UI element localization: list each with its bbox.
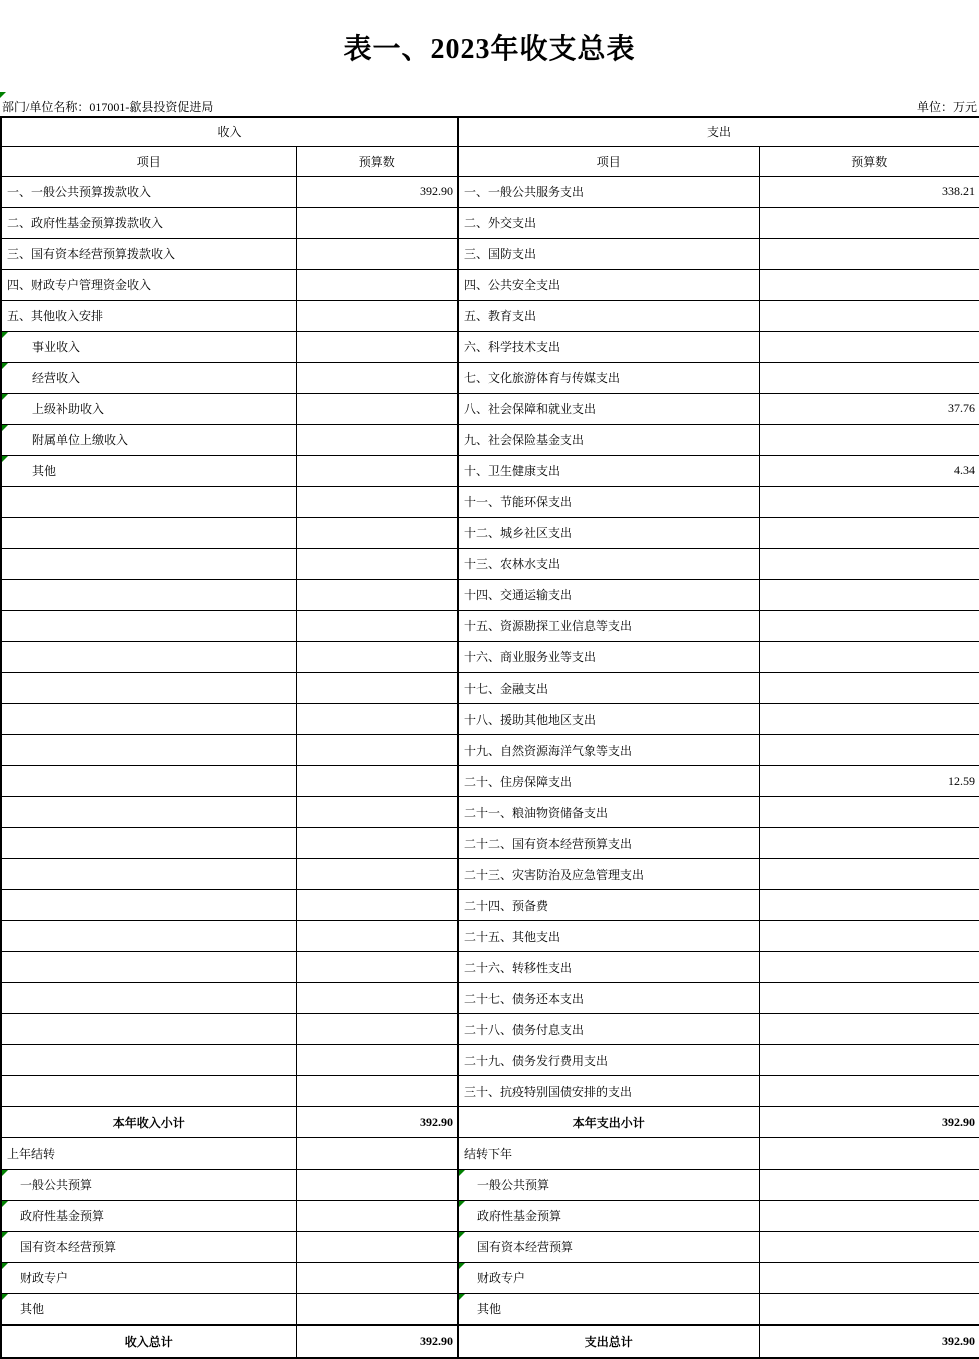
income-budget-value-cell xyxy=(296,1200,458,1231)
cell-note-marker xyxy=(459,1294,465,1300)
income-item-label: 其他 xyxy=(32,464,57,479)
expense-item-label: 二十九、债务发行费用支出 xyxy=(464,1053,609,1068)
expense-budget-value-cell xyxy=(759,1262,979,1293)
expense-item-label: 四、公共安全支出 xyxy=(464,278,561,293)
expense-budget-value-cell xyxy=(759,269,979,300)
table-row xyxy=(1,766,979,797)
income-item-cell xyxy=(1,983,296,1014)
income-item-cell xyxy=(1,393,296,424)
expense-budget-value-cell xyxy=(759,1045,979,1076)
table-row xyxy=(1,1107,979,1138)
income-item-label: 四、财政专户管理资金收入 xyxy=(7,278,152,293)
expense-item-cell xyxy=(458,890,759,921)
table-body xyxy=(1,176,979,1358)
expense-budget-value-cell xyxy=(759,890,979,921)
expense-item-cell xyxy=(458,1076,759,1107)
cell-note-marker xyxy=(2,425,8,431)
income-item-label: 政府性基金预算 xyxy=(20,1209,105,1224)
expense-item-label: 十六、商业服务业等支出 xyxy=(464,650,597,665)
income-item-cell xyxy=(1,579,296,610)
expense-item-label: 十一、节能环保支出 xyxy=(464,495,573,510)
column-header-row xyxy=(1,146,979,176)
income-budget-value-cell xyxy=(296,859,458,890)
income-item-cell xyxy=(1,766,296,797)
cell-note-marker xyxy=(2,1232,8,1238)
income-budget-value-cell xyxy=(296,1231,458,1262)
income-item-cell xyxy=(1,1107,296,1138)
table-row xyxy=(1,983,979,1014)
expense-item-cell xyxy=(458,331,759,362)
table-row xyxy=(1,1076,979,1107)
expense-item-cell xyxy=(458,393,759,424)
cell-note-marker xyxy=(2,1201,8,1207)
table-row xyxy=(1,300,979,331)
table-row xyxy=(1,393,979,424)
table-row xyxy=(1,1200,979,1231)
income-item-label: 上级补助收入 xyxy=(32,402,105,417)
income-item-cell xyxy=(1,1169,296,1200)
table-row xyxy=(1,424,979,455)
income-budget-value-cell xyxy=(296,548,458,579)
income-budget-value-cell xyxy=(296,455,458,486)
income-budget-value-cell: 392.90 xyxy=(296,1326,458,1358)
table-row xyxy=(1,1231,979,1262)
expense-item-label: 十七、金融支出 xyxy=(464,681,549,696)
expense-item-cell xyxy=(458,176,759,207)
expense-item-cell xyxy=(458,952,759,983)
income-budget-value-cell xyxy=(296,393,458,424)
table-row xyxy=(1,735,979,766)
income-budget-value-cell xyxy=(296,797,458,828)
income-item-label: 上年结转 xyxy=(7,1146,56,1161)
expense-item-cell xyxy=(458,548,759,579)
expense-item-label: 十五、资源勘探工业信息等支出 xyxy=(464,619,633,634)
expense-item-cell xyxy=(458,486,759,517)
expense-item-label: 一、一般公共服务支出 xyxy=(464,185,585,200)
income-item-cell xyxy=(1,610,296,641)
income-budget-value-cell xyxy=(296,828,458,859)
income-budget-value-cell xyxy=(296,952,458,983)
table-row xyxy=(1,269,979,300)
expense-item-cell xyxy=(458,1200,759,1231)
expense-budget-value-cell xyxy=(759,486,979,517)
income-budget-value-cell xyxy=(296,207,458,238)
expense-budget-value-cell xyxy=(759,673,979,704)
unit-label: 单位：万元 xyxy=(916,100,977,114)
expense-budget-value-cell: 37.76 xyxy=(759,393,979,424)
expense-item-cell xyxy=(458,983,759,1014)
income-item-cell xyxy=(1,641,296,672)
income-item-cell xyxy=(1,331,296,362)
income-item-label: 一、一般公共预算拨款收入 xyxy=(7,185,152,200)
table-row xyxy=(1,331,979,362)
expense-item-label: 十八、援助其他地区支出 xyxy=(464,712,597,727)
expense-budget-value-cell xyxy=(759,300,979,331)
income-item-cell xyxy=(1,362,296,393)
expense-item-label: 二十二、国有资本经营预算支出 xyxy=(464,836,633,851)
expense-budget-value-cell xyxy=(759,362,979,393)
income-item-cell xyxy=(1,424,296,455)
cell-note-marker xyxy=(459,1232,465,1238)
expense-budget-value-cell xyxy=(759,207,979,238)
income-item-label: 事业收入 xyxy=(32,340,81,355)
expense-item-cell xyxy=(458,300,759,331)
income-item-label: 一般公共预算 xyxy=(20,1178,93,1193)
income-item-cell xyxy=(1,176,296,207)
expense-item-label: 其他 xyxy=(477,1302,502,1317)
table-row xyxy=(1,579,979,610)
income-item-cell xyxy=(1,859,296,890)
income-budget-value-cell xyxy=(296,1293,458,1324)
income-budget-value-cell xyxy=(296,735,458,766)
table-row xyxy=(1,362,979,393)
expense-budget-value-cell xyxy=(759,828,979,859)
expense-budget-value-cell xyxy=(759,1076,979,1107)
expense-item-cell xyxy=(458,207,759,238)
expense-item-cell xyxy=(458,362,759,393)
table-row xyxy=(1,455,979,486)
expense-budget-column-header: 预算数 xyxy=(759,146,979,176)
income-item-cell xyxy=(1,704,296,735)
table-row xyxy=(1,207,979,238)
income-item-column-header: 项目 xyxy=(1,146,296,176)
expense-budget-value-cell xyxy=(759,579,979,610)
expense-budget-value-cell xyxy=(759,1014,979,1045)
income-budget-value-cell xyxy=(296,1076,458,1107)
expense-item-cell xyxy=(458,1107,759,1138)
table-row xyxy=(1,1014,979,1045)
table-row xyxy=(1,921,979,952)
income-item-cell xyxy=(1,921,296,952)
income-item-cell xyxy=(1,890,296,921)
income-item-label: 国有资本经营预算 xyxy=(20,1240,117,1255)
expense-item-label: 二十七、债务还本支出 xyxy=(464,991,585,1006)
expense-item-label: 二十八、债务付息支出 xyxy=(464,1022,585,1037)
income-item-cell xyxy=(1,548,296,579)
expense-item-label: 二十一、粮油物资储备支出 xyxy=(464,805,609,820)
expense-item-label: 十、卫生健康支出 xyxy=(464,464,561,479)
table-row xyxy=(1,1262,979,1293)
income-budget-value-cell: 392.90 xyxy=(296,176,458,207)
table-row xyxy=(1,828,979,859)
expense-budget-value-cell xyxy=(759,238,979,269)
expense-budget-value-cell xyxy=(759,1138,979,1169)
expense-budget-value-cell xyxy=(759,517,979,548)
expense-item-cell xyxy=(458,859,759,890)
section-header-row xyxy=(1,117,979,146)
income-budget-value-cell xyxy=(296,1138,458,1169)
income-budget-value-cell xyxy=(296,921,458,952)
expense-item-cell xyxy=(458,797,759,828)
table-row xyxy=(1,890,979,921)
cell-note-marker xyxy=(2,363,8,369)
expense-item-label: 政府性基金预算 xyxy=(477,1209,562,1224)
income-budget-value-cell xyxy=(296,486,458,517)
income-item-cell xyxy=(1,1231,296,1262)
table-row xyxy=(1,176,979,207)
expense-item-label: 二十三、灾害防治及应急管理支出 xyxy=(464,867,645,882)
income-budget-value-cell xyxy=(296,1014,458,1045)
expense-budget-value-cell xyxy=(759,1293,979,1324)
expense-budget-value-cell xyxy=(759,704,979,735)
income-budget-value-cell xyxy=(296,331,458,362)
expense-item-label: 支出总计 xyxy=(584,1335,633,1350)
expense-item-label: 国有资本经营预算 xyxy=(477,1240,574,1255)
budget-table xyxy=(0,116,979,1359)
income-budget-value-cell: 392.90 xyxy=(296,1107,458,1138)
table-row xyxy=(1,1293,979,1324)
expense-item-label: 十四、交通运输支出 xyxy=(464,588,573,603)
expense-budget-value-cell xyxy=(759,548,979,579)
expense-budget-value-cell xyxy=(759,1231,979,1262)
income-item-label: 五、其他收入安排 xyxy=(7,309,104,324)
table-row xyxy=(1,610,979,641)
income-item-cell xyxy=(1,238,296,269)
income-item-cell xyxy=(1,735,296,766)
expense-item-label: 八、社会保障和就业支出 xyxy=(464,402,597,417)
income-item-cell xyxy=(1,1045,296,1076)
expense-item-label: 十三、农林水支出 xyxy=(464,557,561,572)
income-item-label: 附属单位上缴收入 xyxy=(32,433,129,448)
page-title: 表一、2023年收支总表 xyxy=(343,34,636,65)
cell-note-marker xyxy=(2,456,8,462)
income-item-label: 其他 xyxy=(20,1302,45,1317)
cell-note-marker xyxy=(459,1263,465,1269)
expense-section-header: 支出 xyxy=(458,117,979,146)
expense-budget-value-cell xyxy=(759,1169,979,1200)
expense-item-cell xyxy=(458,1045,759,1076)
table-row xyxy=(1,238,979,269)
income-item-cell xyxy=(1,207,296,238)
expense-item-cell xyxy=(458,1326,759,1358)
expense-budget-value-cell xyxy=(759,641,979,672)
income-budget-value-cell xyxy=(296,673,458,704)
income-item-cell xyxy=(1,1014,296,1045)
expense-item-label: 结转下年 xyxy=(464,1146,513,1161)
table-row xyxy=(1,1138,979,1169)
income-budget-value-cell xyxy=(296,579,458,610)
table-row xyxy=(1,797,979,828)
table-row xyxy=(1,673,979,704)
income-item-label: 收入总计 xyxy=(124,1335,173,1350)
income-budget-value-cell xyxy=(296,1169,458,1200)
income-item-cell xyxy=(1,486,296,517)
income-item-label: 财政专户 xyxy=(20,1271,69,1286)
cell-note-marker xyxy=(459,1170,465,1176)
expense-budget-value-cell xyxy=(759,735,979,766)
table-row xyxy=(1,641,979,672)
expense-item-label: 九、社会保险基金支出 xyxy=(464,433,585,448)
table-row xyxy=(1,704,979,735)
income-item-cell xyxy=(1,1326,296,1358)
income-budget-value-cell xyxy=(296,983,458,1014)
expense-budget-value-cell xyxy=(759,921,979,952)
income-budget-value-cell xyxy=(296,300,458,331)
income-budget-value-cell xyxy=(296,1262,458,1293)
income-budget-value-cell xyxy=(296,238,458,269)
expense-item-label: 十二、城乡社区支出 xyxy=(464,526,573,541)
expense-item-cell xyxy=(458,269,759,300)
expense-budget-value-cell xyxy=(759,797,979,828)
expense-item-cell xyxy=(458,1262,759,1293)
meta-row xyxy=(0,94,979,115)
income-item-label: 经营收入 xyxy=(32,371,81,386)
expense-budget-value-cell xyxy=(759,424,979,455)
expense-budget-value-cell xyxy=(759,610,979,641)
income-budget-value-cell xyxy=(296,517,458,548)
income-budget-value-cell xyxy=(296,766,458,797)
income-item-cell xyxy=(1,1293,296,1324)
income-item-label: 二、政府性基金预算拨款收入 xyxy=(7,216,164,231)
expense-budget-value-cell xyxy=(759,859,979,890)
income-item-cell xyxy=(1,952,296,983)
cell-note-marker xyxy=(2,1263,8,1269)
income-item-cell xyxy=(1,673,296,704)
expense-item-label: 二十、住房保障支出 xyxy=(464,774,573,789)
cell-note-marker xyxy=(2,1294,8,1300)
expense-item-label: 二十四、预备费 xyxy=(464,898,549,913)
expense-item-label: 本年支出小计 xyxy=(572,1115,645,1130)
expense-item-label: 三十、抗疫特别国债安排的支出 xyxy=(464,1084,633,1099)
table-row xyxy=(1,1169,979,1200)
cell-note-marker xyxy=(2,332,8,338)
expense-budget-value-cell: 392.90 xyxy=(759,1326,979,1358)
table-row xyxy=(1,952,979,983)
income-item-cell xyxy=(1,455,296,486)
expense-item-cell xyxy=(458,1138,759,1169)
expense-item-cell xyxy=(458,921,759,952)
cell-note-marker xyxy=(2,394,8,400)
expense-budget-value-cell xyxy=(759,983,979,1014)
expense-item-cell xyxy=(458,1293,759,1324)
income-item-label: 三、国有资本经营预算拨款收入 xyxy=(7,247,176,262)
expense-budget-value-cell: 338.21 xyxy=(759,176,979,207)
income-item-cell xyxy=(1,300,296,331)
expense-budget-value-cell: 12.59 xyxy=(759,766,979,797)
expense-item-cell xyxy=(458,766,759,797)
income-item-cell xyxy=(1,1138,296,1169)
income-item-cell xyxy=(1,828,296,859)
income-budget-value-cell xyxy=(296,1045,458,1076)
income-item-cell xyxy=(1,517,296,548)
expense-item-cell xyxy=(458,455,759,486)
income-item-cell xyxy=(1,269,296,300)
expense-item-cell xyxy=(458,579,759,610)
table-row xyxy=(1,486,979,517)
income-item-label: 本年收入小计 xyxy=(112,1115,185,1130)
income-budget-value-cell xyxy=(296,424,458,455)
income-budget-value-cell xyxy=(296,269,458,300)
income-item-cell xyxy=(1,1262,296,1293)
expense-item-cell xyxy=(458,828,759,859)
expense-item-cell xyxy=(458,735,759,766)
expense-item-cell xyxy=(458,1169,759,1200)
income-budget-column-header: 预算数 xyxy=(296,146,458,176)
expense-budget-value-cell xyxy=(759,1200,979,1231)
expense-item-cell xyxy=(458,238,759,269)
expense-item-cell xyxy=(458,704,759,735)
income-budget-value-cell xyxy=(296,610,458,641)
expense-item-cell xyxy=(458,673,759,704)
income-budget-value-cell xyxy=(296,641,458,672)
expense-item-label: 六、科学技术支出 xyxy=(464,340,561,355)
expense-item-label: 财政专户 xyxy=(477,1271,526,1286)
expense-budget-value-cell: 392.90 xyxy=(759,1107,979,1138)
expense-item-column-header: 项目 xyxy=(458,146,759,176)
expense-item-label: 二十五、其他支出 xyxy=(464,929,561,944)
table-row xyxy=(1,517,979,548)
expense-item-label: 十九、自然资源海洋气象等支出 xyxy=(464,743,633,758)
income-item-cell xyxy=(1,1076,296,1107)
department-name-label: 部门/单位名称：017001-歙县投资促进局 xyxy=(2,100,214,114)
expense-item-cell xyxy=(458,517,759,548)
income-budget-value-cell xyxy=(296,362,458,393)
expense-item-cell xyxy=(458,1231,759,1262)
table-row xyxy=(1,1326,979,1358)
income-item-cell xyxy=(1,797,296,828)
income-section-header: 收入 xyxy=(1,117,458,146)
cell-note-marker xyxy=(2,1170,8,1176)
expense-budget-value-cell: 4.34 xyxy=(759,455,979,486)
expense-item-label: 二、外交支出 xyxy=(464,216,537,231)
expense-item-cell xyxy=(458,641,759,672)
expense-budget-value-cell xyxy=(759,331,979,362)
expense-item-label: 一般公共预算 xyxy=(477,1178,550,1193)
table-row xyxy=(1,548,979,579)
expense-item-cell xyxy=(458,610,759,641)
expense-item-label: 七、文化旅游体育与传媒支出 xyxy=(464,371,621,386)
income-item-cell xyxy=(1,1200,296,1231)
expense-item-label: 二十六、转移性支出 xyxy=(464,960,573,975)
expense-item-cell xyxy=(458,424,759,455)
expense-item-label: 三、国防支出 xyxy=(464,247,537,262)
expense-budget-value-cell xyxy=(759,952,979,983)
expense-item-label: 五、教育支出 xyxy=(464,309,537,324)
expense-item-cell xyxy=(458,1014,759,1045)
table-row xyxy=(1,859,979,890)
income-budget-value-cell xyxy=(296,704,458,735)
income-budget-value-cell xyxy=(296,890,458,921)
cell-note-marker xyxy=(459,1201,465,1207)
table-row xyxy=(1,1045,979,1076)
